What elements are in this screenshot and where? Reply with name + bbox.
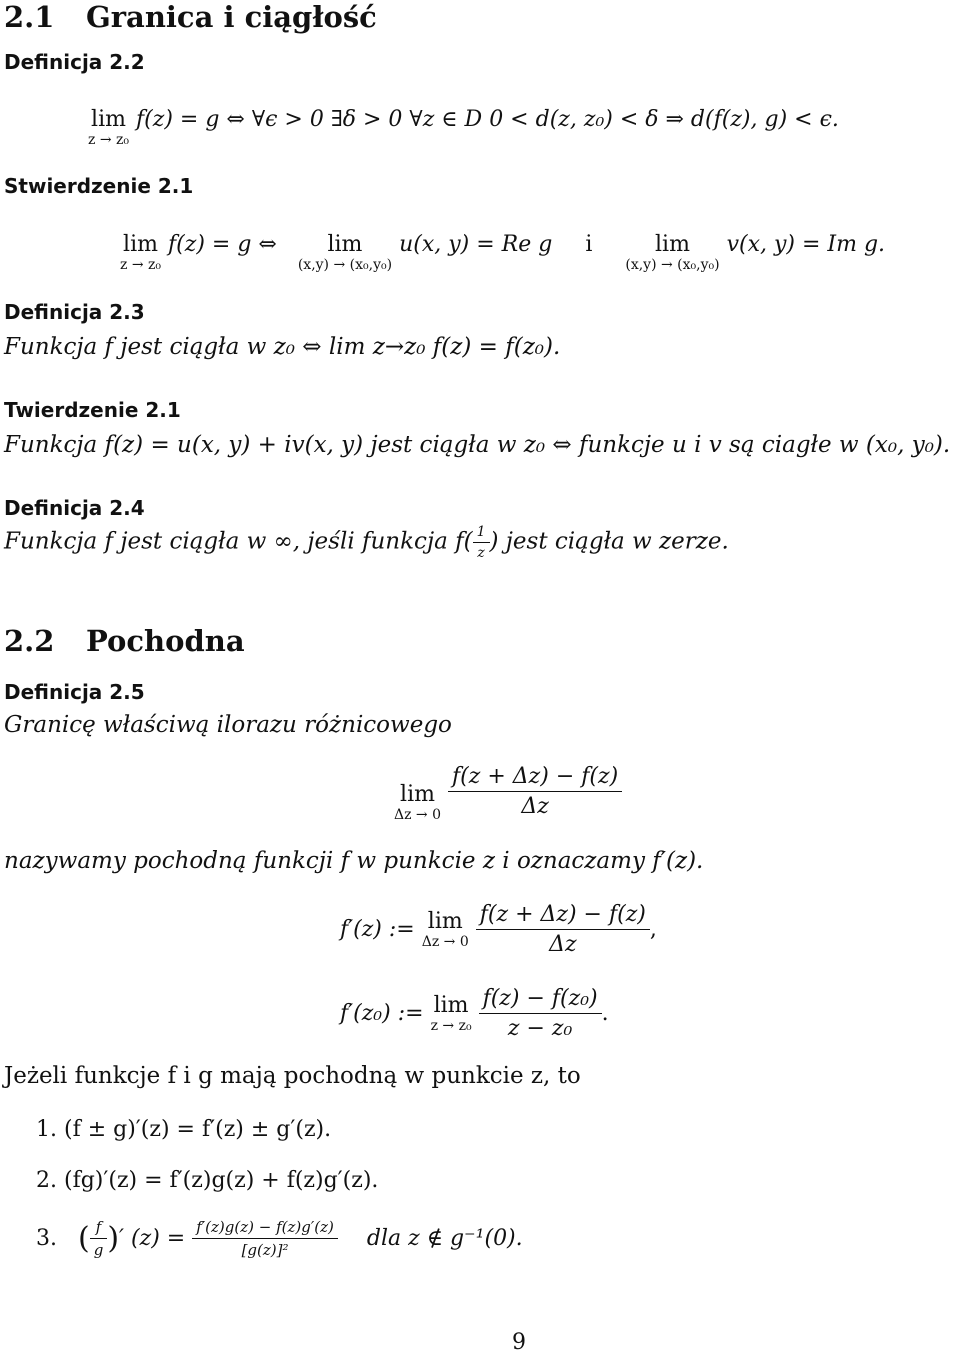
limit-operator: lim (x,y) → (x₀,y₀)	[297, 232, 393, 273]
section-number: 2.2	[4, 624, 55, 658]
limit-operator: lim Δz → 0	[421, 909, 469, 950]
statement-label: Stwierdzenie 2.1	[4, 174, 194, 198]
definition-label: Definicja 2.2	[4, 50, 145, 74]
section-title: Pochodna	[86, 624, 245, 658]
definition-2-2-formula	[88, 107, 839, 148]
definition-2-5-conclusion: nazywamy pochodną funkcji f w punkcie z i oznaczamy f′(z).	[4, 848, 704, 874]
definition-label: Definicja 2.5	[4, 680, 145, 704]
statement-2-1-formula: lim z → z₀ f(z) = g ⇔ lim (x,y) → (x₀,y₀) u(x, y) = Re g i lim (x,y) → (x₀,y₀) v(x, y) = Im g.	[120, 232, 886, 273]
formula-text: f(z) = g ⇔ ∀ϵ > 0 ∃δ > 0 ∀z ∈ D 0 < d(z, z₀) < δ ⇒ d(f(z), g) < ϵ.	[136, 107, 839, 132]
theorem-label: Twierdzenie 2.1	[4, 398, 181, 422]
rule-sum: 1. (f ± g)′(z) = f′(z) ± g′(z).	[36, 1117, 332, 1142]
difference-quotient: $\frac{f(z + \Delta z) - f(z)}{\Delta z}$	[448, 764, 622, 819]
definition-label: Definicja 2.3	[4, 300, 145, 324]
limit-operator: lim z → z₀	[88, 107, 129, 148]
limit-operator: lim z → z₀	[120, 232, 161, 273]
rule-product: 2. (fg)′(z) = f′(z)g(z) + f(z)g′(z).	[36, 1168, 379, 1193]
limit-operator: lim Δz → 0	[394, 782, 442, 823]
difference-quotient-limit	[394, 764, 622, 823]
limit-operator: lim (x,y) → (x₀,y₀)	[625, 232, 720, 273]
section-heading-2-2	[4, 624, 245, 658]
definition-2-4-text: Funkcja f jest ciągła w ∞, jeśli funkcja f( $\frac{1}{z}$ ) jest ciągła w zerze.	[4, 524, 729, 561]
rule-quotient: 3. ( $\frac{f}{g}$ )′ (z) = $\frac{f'(z)g(z) - f(z)g'(z)}{\text{[g(z)]²}}$ dla z ∉ g⁻¹(0).	[36, 1218, 523, 1259]
definition-label: Definicja 2.4	[4, 496, 145, 520]
section-number: 2.1	[4, 0, 55, 34]
derivative-definition: f′(z) := lim Δz → 0 $\frac{f(z + \Delta z) - f(z)}{\Delta z}$ ,	[340, 902, 657, 957]
limit-operator: lim z → z₀	[430, 993, 472, 1034]
page-number: 9	[512, 1330, 526, 1355]
theorem-2-1-text: Funkcja f(z) = u(x, y) + iv(x, y) jest ciągła w z₀ ⇔ funkcje u i v są ciagłe w (x₀, y₀).	[4, 432, 951, 458]
definition-2-5-intro: Granicę właściwą ilorazu różnicowego	[4, 712, 452, 738]
section-heading-2-1	[4, 0, 377, 34]
definition-2-3-text: Funkcja f jest ciągła w z₀ ⇔ lim z→z₀ f(z) = f(z₀).	[4, 334, 561, 360]
section-title: Granica i ciągłość	[86, 0, 377, 34]
rules-intro: Jeżeli funkcje f i g mają pochodną w punkcie z, to	[4, 1063, 581, 1089]
derivative-at-point-definition: f′(z₀) := lim z → z₀ $\frac{\text{f(z) − f(z₀)}}{\text{z − z₀}}$ .	[340, 986, 609, 1041]
